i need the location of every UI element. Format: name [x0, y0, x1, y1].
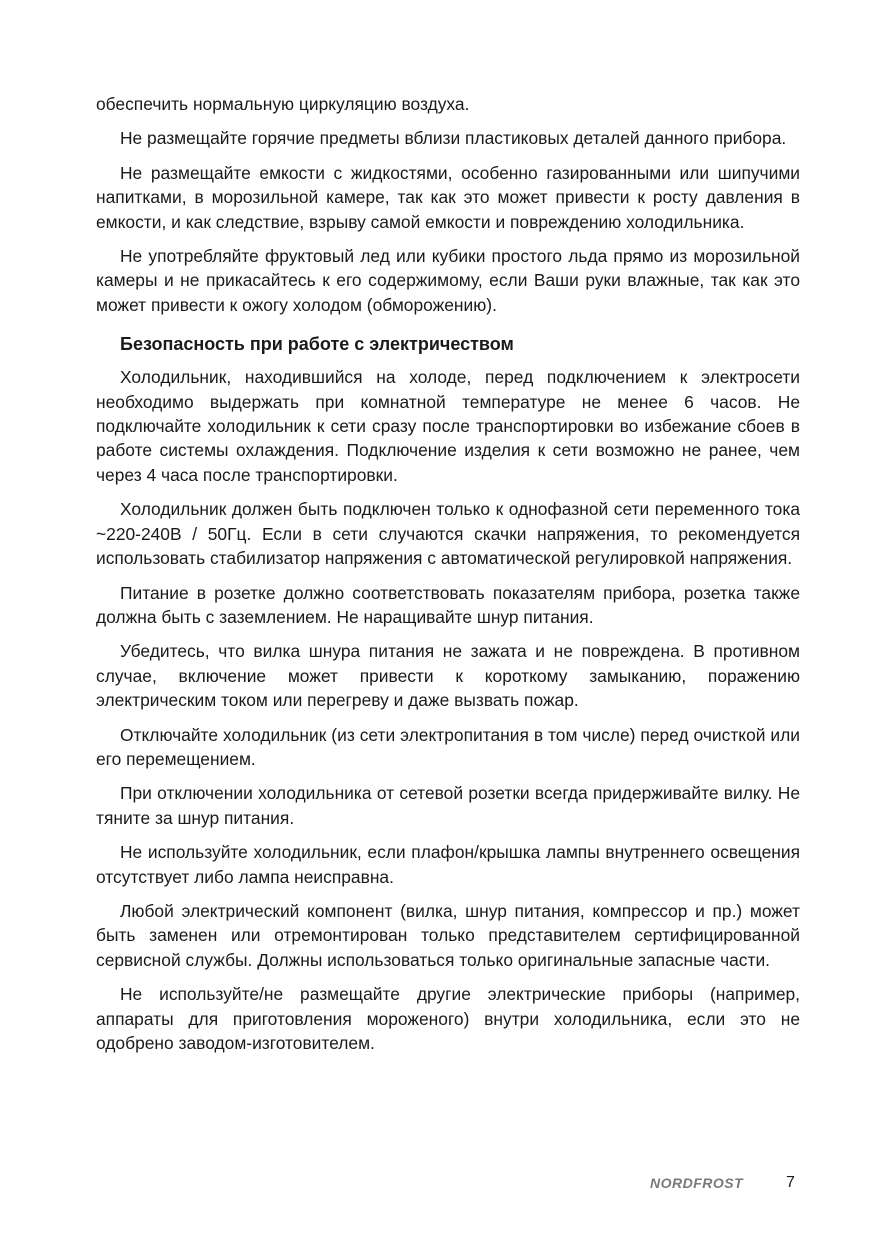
paragraph: Отключайте холодильник (из сети электропитания в том числе) перед очисткой или его перемещением.: [96, 724, 800, 769]
paragraph: Холодильник должен быть подключен только к однофазной сети переменного тока ~220-240В / 50Гц. Если в сети случаются скачки напряжения, то рекомендуется использовать стабилизатор напряжения с автоматической регулировкой напряжения.: [96, 499, 800, 569]
paragraph: Питание в розетке должно соответствовать показателям прибора, розетка также должна быть с заземлением. Не наращивайте шнур питания.: [96, 582, 800, 627]
section-heading: Безопасность при работе с электричеством: [120, 334, 514, 355]
brand-logo: NORDFROST: [650, 1175, 744, 1191]
paragraph: Убедитесь, что вилка шнура питания не зажата и не повреждена. В противном случае, включение может привести к короткому замыканию, поражению электрическим током или перегреву и даже вызвать пожар.: [96, 641, 800, 711]
paragraph: Не размещайте горячие предметы вблизи пластиковых деталей данного прибора.: [120, 128, 787, 149]
paragraph: Не используйте холодильник, если плафон/крышка лампы внутреннего освещения отсутствует либо лампа неисправна.: [96, 842, 800, 887]
paragraph: При отключении холодильника от сетевой розетки всегда придерживайте вилку. Не тяните за шнур питания.: [96, 783, 800, 828]
paragraph: Не используйте/не размещайте другие электрические приборы (например, аппараты для приготовления мороженого) внутри холодильника, если это не одобрено заводом-изготовителем.: [96, 984, 800, 1053]
paragraph: Не употребляйте фруктовый лед или кубики простого льда прямо из морозильной камеры и не прикасайтесь к его содержимому, если Ваши руки влажные, так как это может привести к ожогу холодом (обморожению).: [96, 246, 800, 315]
paragraph: Холодильник, находившийся на холоде, перед подключением к электросети необходимо выдержать при комнатной температуре не менее 6 часов. Не подключайте холодильник к сети сразу после транспортировки во избежание сбоев в работе системы охлаждения. Подключение изделия к сети возможно не ранее, чем через 4 часа после транспортировки.: [96, 367, 800, 485]
page-number: 7: [786, 1174, 795, 1191]
page-content: [96, 92, 800, 1065]
paragraph: Не размещайте емкости с жидкостями, особенно газированными или шипучими напитками, в морозильной камере, так как это может привести к росту давления в емкости, и как следствие, взрыву самой емкости и повреждению холодильника.: [96, 162, 800, 232]
paragraph: Любой электрический компонент (вилка, шнур питания, компрессор и пр.) может быть заменен или отремонтирован только представителем сертифицированной сервисной службы. Должны использоваться только оригинальные запасные части.: [96, 900, 800, 970]
paragraph: обеспечить нормальную циркуляцию воздуха.: [96, 94, 470, 114]
